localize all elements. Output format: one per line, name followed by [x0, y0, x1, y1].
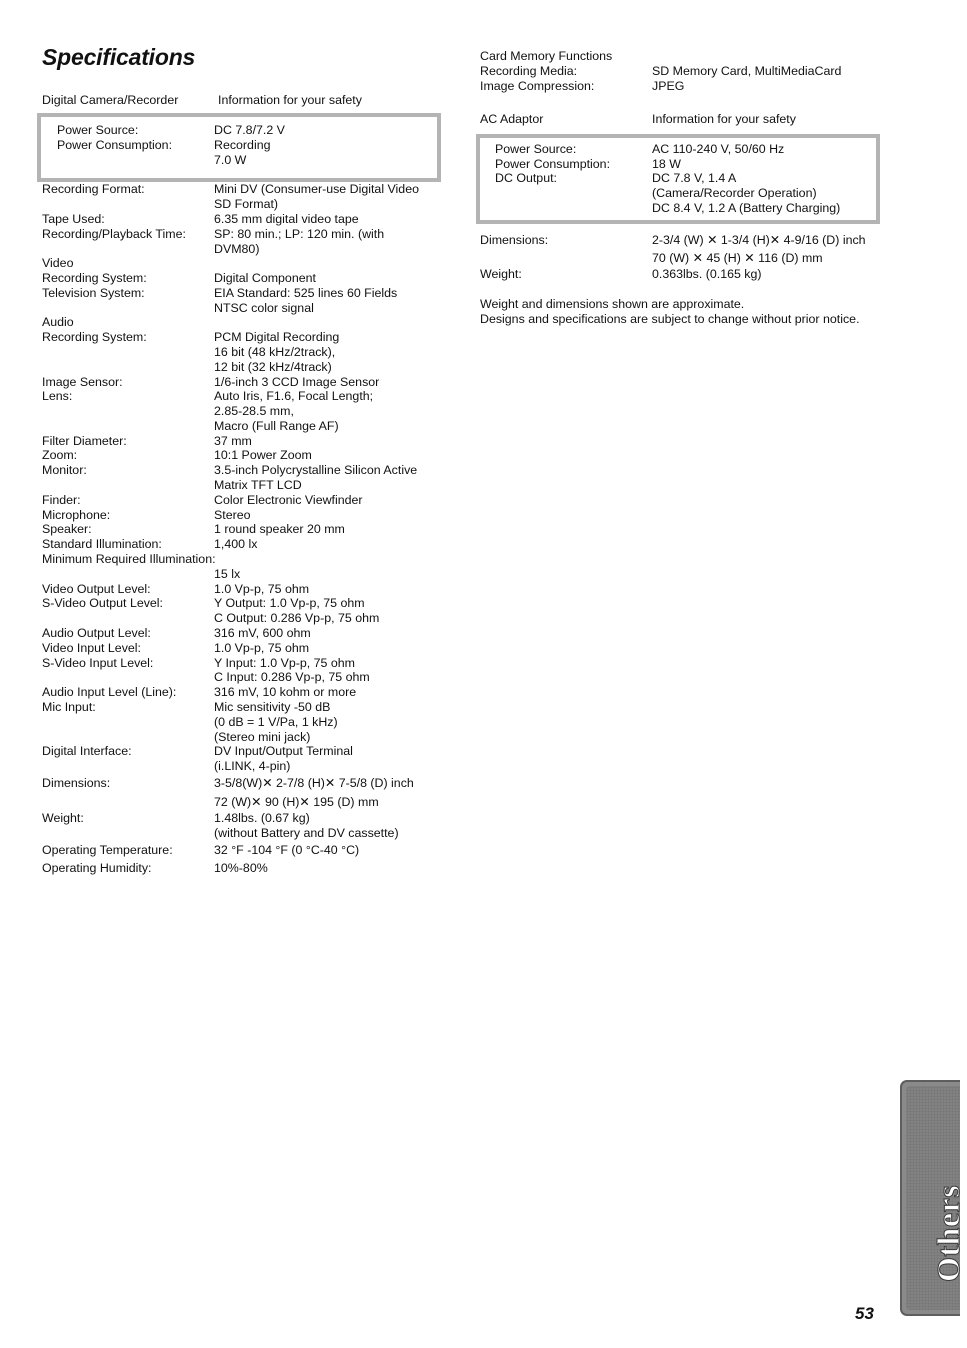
spec-row-label: Video Output Level: — [42, 582, 151, 596]
adaptor-row-value: 0.363lbs. (0.165 kg) — [652, 267, 762, 281]
spec-row-value: (i.LINK, 4-pin) — [214, 759, 291, 773]
spec-row-label: Recording System: — [42, 330, 147, 344]
spec-row-label: Television System: — [42, 286, 145, 300]
spec-row-value: 72 (W)✕ 90 (H)✕ 195 (D) mm — [214, 795, 379, 809]
spec-row-value: 12 bit (32 kHz/4track) — [214, 360, 332, 374]
spec-row-value: (without Battery and DV cassette) — [214, 826, 399, 840]
spec-row-label: Zoom: — [42, 448, 78, 462]
spec-row-value: 16 bit (48 kHz/2track), — [214, 345, 336, 359]
ac-safety-row-value: 18 W — [652, 157, 681, 171]
spec-row-value: Y Input: 1.0 Vp-p, 75 ohm — [214, 656, 355, 670]
page-title: Specifications — [42, 44, 196, 70]
spec-row-value: DV Input/Output Terminal — [214, 744, 353, 758]
ac-header-label: AC Adaptor — [480, 112, 544, 126]
camera-header-label: Digital Camera/Recorder — [42, 93, 179, 107]
spec-row-label: Image Sensor: — [42, 375, 123, 389]
ac-safety-row-value: (Camera/Recorder Operation) — [652, 186, 817, 200]
spec-row-value: 37 mm — [214, 434, 252, 448]
spec-row-value: Stereo — [214, 508, 251, 522]
card-row-label: Image Compression: — [480, 79, 595, 93]
spec-row-label: Audio Output Level: — [42, 626, 151, 640]
camera-safety-row-value: Recording — [214, 138, 271, 152]
spec-row-value: Y Output: 1.0 Vp-p, 75 ohm — [214, 596, 365, 610]
spec-row-value: Macro (Full Range AF) — [214, 419, 339, 433]
camera-safety-row-value: DC 7.8/7.2 V — [214, 123, 285, 137]
page-number: 53 — [855, 1304, 874, 1323]
spec-row-label: Lens: — [42, 389, 73, 403]
spec-row-label: Tape Used: — [42, 212, 105, 226]
spec-row-label: Dimensions: — [42, 776, 111, 790]
spec-row-value: 316 mV, 600 ohm — [214, 626, 311, 640]
ac-safety-row-value: AC 110-240 V, 50/60 Hz — [652, 142, 785, 156]
camera-safety-row-value: 7.0 W — [214, 153, 247, 167]
spec-row-value: SP: 80 min.; LP: 120 min. (with — [214, 227, 385, 241]
ac-safety-row-value: DC 7.8 V, 1.4 A — [652, 171, 737, 185]
ac-safety-row-label: Power Consumption: — [495, 157, 611, 171]
spec-row-value: 3.5-inch Polycrystalline Silicon Active — [214, 463, 418, 477]
section-tab-label: Others — [930, 1184, 966, 1282]
card-row-value: SD Memory Card, MultiMediaCard — [652, 64, 842, 78]
spec-row-label: Audio — [42, 315, 74, 329]
spec-row-value: (0 dB = 1 V/Pa, 1 kHz) — [214, 715, 338, 729]
spec-row-value: Auto Iris, F1.6, Focal Length; — [214, 389, 374, 403]
spec-row-label: Video Input Level: — [42, 641, 141, 655]
spec-row-value: 316 mV, 10 kohm or more — [214, 685, 357, 699]
ac-safety-row-label: DC Output: — [495, 171, 557, 185]
ac-safety-row-value: DC 8.4 V, 1.2 A (Battery Charging) — [652, 201, 841, 215]
card-row-label: Card Memory Functions — [480, 49, 613, 63]
spec-row-label: Minimum Required Illumination: — [42, 552, 216, 566]
card-row-label: Recording Media: — [480, 64, 578, 78]
spec-row-value: 1.0 Vp-p, 75 ohm — [214, 641, 310, 655]
ac-header-value: Information for your safety — [652, 112, 796, 126]
spec-row-label: Recording System: — [42, 271, 147, 285]
adaptor-row-label: Weight: — [480, 267, 522, 281]
spec-row-value: 2.85-28.5 mm, — [214, 404, 294, 418]
spec-row-label: Weight: — [42, 811, 84, 825]
spec-row-value: Mini DV (Consumer-use Digital Video — [214, 182, 419, 196]
spec-row-value: (Stereo mini jack) — [214, 730, 311, 744]
spec-row-value: Mic sensitivity -50 dB — [214, 700, 331, 714]
section-tab-others[interactable] — [900, 1080, 966, 1316]
card-row-value: JPEG — [652, 79, 685, 93]
spec-row-value: PCM Digital Recording — [214, 330, 340, 344]
spec-row-label: Digital Interface: — [42, 744, 132, 758]
spec-row-label: Video — [42, 256, 74, 270]
spec-row-value: NTSC color signal — [214, 301, 314, 315]
spec-row-value: Matrix TFT LCD — [214, 478, 302, 492]
spec-row-value: 1/6-inch 3 CCD Image Sensor — [214, 375, 380, 389]
footnote: Designs and specifications are subject to change without prior notice. — [480, 312, 860, 326]
spec-row-value: 32 °F -104 °F (0 °C-40 °C) — [214, 843, 360, 857]
spec-row-value: Digital Component — [214, 271, 316, 285]
spec-row-label: Operating Temperature: — [42, 843, 173, 857]
spec-row-label: S-Video Output Level: — [42, 596, 164, 610]
spec-row-value: C Input: 0.286 Vp-p, 75 ohm — [214, 670, 370, 684]
spec-row-label: Audio Input Level (Line): — [42, 685, 177, 699]
spec-row-value: 10:1 Power Zoom — [214, 448, 312, 462]
footnote: Weight and dimensions shown are approximate. — [480, 297, 745, 311]
spec-row-label: Mic Input: — [42, 700, 96, 714]
spec-row-label: Microphone: — [42, 508, 111, 522]
spec-row-value: C Output: 0.286 Vp-p, 75 ohm — [214, 611, 380, 625]
spec-row-label: Finder: — [42, 493, 81, 507]
camera-header-value: Information for your safety — [218, 93, 362, 107]
spec-row-value: 1,400 lx — [214, 537, 258, 551]
spec-row-value: EIA Standard: 525 lines 60 Fields — [214, 286, 398, 300]
adaptor-row-value: 2-3/4 (W) ✕ 1-3/4 (H)✕ 4-9/16 (D) inch — [652, 233, 866, 247]
spec-row-label: Standard Illumination: — [42, 537, 162, 551]
spec-row-label: Speaker: — [42, 522, 92, 536]
camera-safety-row-label: Power Source: — [57, 123, 139, 137]
camera-safety-row-label: Power Consumption: — [57, 138, 173, 152]
spec-row-value: SD Format) — [214, 197, 279, 211]
spec-row-value: 1.48lbs. (0.67 kg) — [214, 811, 310, 825]
spec-row-label: Filter Diameter: — [42, 434, 127, 448]
spec-row-value: DVM80) — [214, 242, 260, 256]
ac-safety-row-label: Power Source: — [495, 142, 577, 156]
adaptor-row-label: Dimensions: — [480, 233, 549, 247]
spec-row-value: 15 lx — [214, 567, 241, 581]
spec-row-label: Recording/Playback Time: — [42, 227, 186, 241]
adaptor-row-value: 70 (W) ✕ 45 (H) ✕ 116 (D) mm — [652, 251, 823, 265]
spec-row-label: Recording Format: — [42, 182, 145, 196]
spec-row-value: 1.0 Vp-p, 75 ohm — [214, 582, 310, 596]
spec-row-value: 3-5/8(W)✕ 2-7/8 (H)✕ 7-5/8 (D) inch — [214, 776, 414, 790]
spec-row-label: Monitor: — [42, 463, 87, 477]
spec-row-label: S-Video Input Level: — [42, 656, 154, 670]
spec-row-value: 10%-80% — [214, 861, 268, 875]
spec-row-value: 6.35 mm digital video tape — [214, 212, 359, 226]
spec-row-value: 1 round speaker 20 mm — [214, 522, 345, 536]
spec-row-label: Operating Humidity: — [42, 861, 152, 875]
spec-row-value: Color Electronic Viewfinder — [214, 493, 363, 507]
